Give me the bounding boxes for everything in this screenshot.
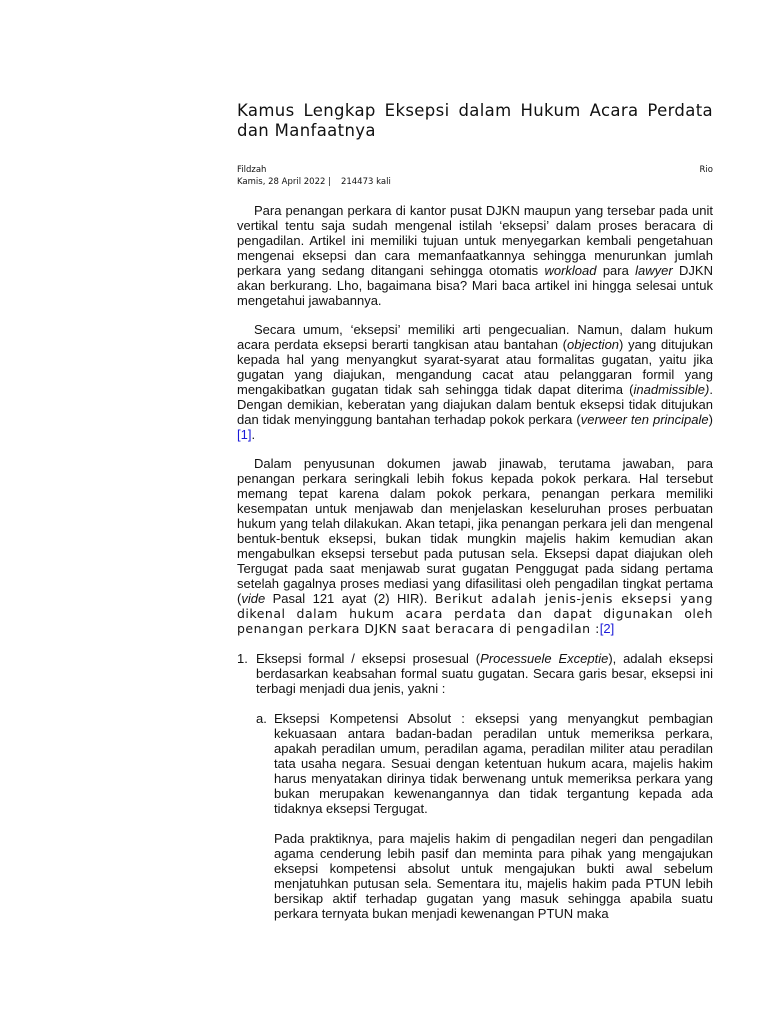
footnote-link-2[interactable]: [2] — [599, 621, 615, 636]
text: ) yang ditujukan kepada hal yang menyangkut syarat-syarat atau formalitas gugatan, yaitu jika gugatan yang diajukan, mengandung cacat atau pelanggaran formil yang mengakibatkan gugatan tidak sah sehingga tidak dapat diterima ( — [237, 337, 713, 397]
text: Secara umum, ‘eksepsi’ memiliki arti pengecualian. Namun, dalam hukum acara perdata eksepsi berarti tangkisan atau bantahan ( — [237, 322, 713, 352]
italic-term: workload — [544, 263, 597, 278]
paragraph-context — [237, 456, 713, 636]
paragraph-intro — [237, 203, 713, 308]
article-title: Kamus Lengkap Eksepsi dalam Hukum Acara Perdata dan Manfaatnya — [237, 101, 713, 140]
text: Berikut adalah jenis-jenis eksepsi yang dikenal dalam hukum acara perdata dan dapat digunakan oleh penangan perkara DJKN saat beracara di pengadilan : — [237, 591, 713, 636]
view-count: 214473 kali — [340, 177, 391, 187]
sub-list-item-text-2: Pada praktiknya, para majelis hakim di pengadilan negeri dan pengadilan agama cenderung lebih pasif dan meminta para pihak yang mengajukan eksepsi kompetensi absolut untuk mengajukan bukti awal sebelum menjatuhkan putusan sela. Sementara itu, majelis hakim pada PTUN lebih bersikap aktif terhadap gugatan yang masuk sehingga apabila suatu perkara ternyata bukan menjadi kewenangan PTUN maka — [274, 831, 713, 921]
list-item-text — [256, 651, 713, 696]
text: Pasal 121 ayat (2) HIR). — [265, 591, 435, 606]
text: . Dengan demikian, keberatan yang diajukan dalam bentuk eksepsi tidak ditujukan dan tidak menyinggung bantahan terhadap pokok perkara ( — [237, 382, 713, 427]
article-meta — [237, 164, 713, 188]
sub-list-item-text: Eksepsi Kompetensi Absolut : eksepsi yang menyangkut pembagian kekuasaan antara badan-badan peradilan untuk memeriksa perkara, apakah peradilan umum, peradilan agama, peradilan militer atau peradilan tata usaha negara. Sesuai dengan ketentuan hukum acara, majelis hakim harus menyatakan dirinya tidak berwenang untuk memeriksa perkara yang bukan merupakan kewenangannya dan tidak tergantung kepada ada tidaknya eksepsi Tergugat. — [274, 711, 713, 816]
text: para — [596, 263, 636, 278]
list-number: 1. — [237, 651, 248, 666]
italic-term: inadmissible) — [633, 382, 710, 397]
text: Eksepsi formal / eksepsi prosesual ( — [256, 651, 481, 666]
text: Dalam penyusunan dokumen jawab jinawab, terutama jawaban, para penangan perkara seringkali lebih fokus kepada pokok perkara. Hal tersebut memang tepat karena dalam pokok perkara, penangan perkara memiliki kesempatan untuk menjawab dan menjelaskan keseluruhan proses perbuatan hukum yang telah dilakukan. Akan tetapi, jika penangan perkara jeli dan mengenal bentuk-bentuk eksepsi, bukan tidak mungkin majelis hakim kemudian akan mengabulkan eksepsi tersebut pada putusan sela. Eksepsi dapat diajukan oleh Tergugat pada saat menjawab surat gugatan Penggugat pada sidang pertama setelah gagalnya proses mediasi yang difasilitasi oleh pengadilan tingkat pertama ( — [237, 456, 713, 606]
italic-term: objection — [566, 337, 620, 352]
publish-date: Kamis, 28 April 2022 | — [237, 177, 331, 187]
italic-term: lawyer — [635, 263, 673, 278]
italic-term: vide — [241, 591, 266, 606]
author-name-right: Rio — [699, 165, 713, 175]
author-name: Fildzah — [237, 165, 267, 175]
list-item — [237, 651, 713, 921]
paragraph-definition — [237, 322, 713, 442]
text: ) — [708, 412, 713, 427]
text: ), adalah eksepsi berdasarkan keabsahan formal suatu gugatan. Secara garis besar, eksepsi ini terbagi menjadi dua jenis, yakni : — [256, 651, 713, 696]
text: DJKN akan berkurang. Lho, bagaimana bisa? Mari baca artikel ini hingga selesai untuk mengetahui jawabannya. — [237, 263, 713, 308]
italic-term: verweer ten principale — [580, 412, 709, 427]
footnote-link-1[interactable]: [1] — [237, 427, 252, 442]
sub-list-letter: a. — [256, 711, 267, 726]
sub-list-item — [256, 711, 713, 921]
text: Para penangan perkara di kantor pusat DJKN maupun yang tersebar pada unit vertikal tentu saja sudah mengenal istilah ‘eksepsi’ dalam proses beracara di pengadilan. Artikel ini memiliki tujuan untuk menyegarkan kembali pengetahuan mengenai eksepsi dan cara memanfaatkannya sehingga menurunkan jumlah perkara yang sedang ditangani sehingga otomatis — [237, 203, 713, 278]
article — [237, 101, 713, 921]
text: . — [251, 427, 256, 442]
italic-term: Processuele Exceptie — [480, 651, 609, 666]
